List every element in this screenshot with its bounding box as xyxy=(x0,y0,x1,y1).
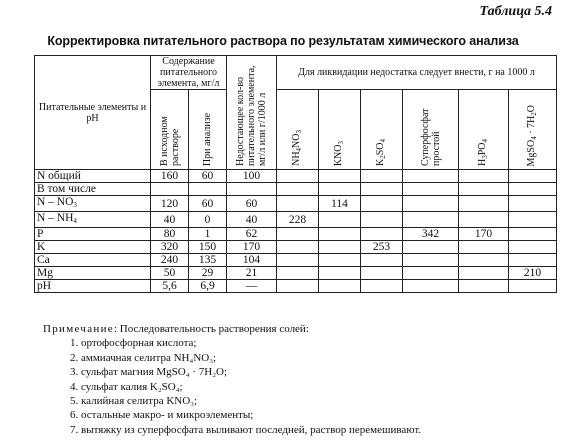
cell-deficit: 21 xyxy=(227,267,277,280)
cell-salt xyxy=(403,196,459,212)
cell-salt xyxy=(403,170,459,183)
cell-deficit: 60 xyxy=(227,196,277,212)
cell-salt xyxy=(277,196,319,212)
salt-label: $H_3PO_4$ xyxy=(476,138,489,166)
row-label: P xyxy=(35,228,151,241)
cell-initial: 80 xyxy=(151,228,189,241)
cell-salt xyxy=(509,280,557,293)
cell-salt xyxy=(509,196,557,212)
header-salt-k2so4 xyxy=(361,90,403,170)
cell-salt xyxy=(509,241,557,254)
cell-salt xyxy=(459,183,509,196)
cell-salt xyxy=(509,170,557,183)
row-label: В том числе xyxy=(35,183,151,196)
cell-salt xyxy=(509,212,557,228)
cell-analysis: 1 xyxy=(189,228,227,241)
cell-analysis: 60 xyxy=(189,196,227,212)
table-row xyxy=(35,280,557,293)
cell-salt: 342 xyxy=(403,228,459,241)
cell-salt xyxy=(509,228,557,241)
note-item: 5. калийная селитра KNO₃; xyxy=(70,395,198,408)
header-deficit: Недостающее кол-во питательного элемента, мг/л или г/1000 л xyxy=(227,56,277,170)
cell-analysis: 60 xyxy=(189,170,227,183)
row-label: Mg xyxy=(35,267,151,280)
cell-salt xyxy=(319,212,361,228)
cell-salt xyxy=(277,170,319,183)
cell-salt xyxy=(319,170,361,183)
table-row xyxy=(35,228,557,241)
note-heading: Примечание: Последовательность растворения солей: xyxy=(43,323,309,335)
cell-salt xyxy=(361,267,403,280)
table-row xyxy=(35,241,557,254)
cell-salt xyxy=(277,280,319,293)
salt-label: Суперфосфат простой xyxy=(419,108,442,166)
table-title: Корректировка питательного раствора по результатам химического анализа xyxy=(47,34,519,48)
note-item: 3. сульфат магния MgSO₄ · 7H₂O; xyxy=(70,366,228,379)
cell-salt xyxy=(361,196,403,212)
cell-initial: 240 xyxy=(151,254,189,267)
cell-salt xyxy=(277,241,319,254)
cell-deficit: 170 xyxy=(227,241,277,254)
note-item: 7. вытяжку из суперфосфата выливают последней, раствор перемешивают. xyxy=(70,423,422,436)
cell-salt xyxy=(319,228,361,241)
header-salt-mgso4 xyxy=(509,90,557,170)
cell-salt: 114 xyxy=(319,196,361,212)
header-salt-superphosphate xyxy=(403,90,459,170)
cell-salt xyxy=(361,170,403,183)
cell-salt xyxy=(361,280,403,293)
row-label: N – $NH_4$ xyxy=(35,212,151,228)
cell-salt xyxy=(361,212,403,228)
cell-salt xyxy=(403,280,459,293)
cell-deficit: — xyxy=(227,280,277,293)
note-item: 1. ортофосфорная кислота; xyxy=(70,337,197,350)
cell-deficit: 40 xyxy=(227,212,277,228)
cell-salt xyxy=(403,241,459,254)
salt-label: $NH_4NO_3$ xyxy=(290,130,303,166)
cell-salt xyxy=(459,212,509,228)
cell-salt xyxy=(319,280,361,293)
cell-deficit xyxy=(227,183,277,196)
cell-salt xyxy=(361,228,403,241)
cell-salt xyxy=(319,267,361,280)
header-initial: В исходном растворе xyxy=(151,90,189,170)
table-label: Таблица 5.4 xyxy=(479,4,552,19)
cell-deficit: 100 xyxy=(227,170,277,183)
table-row xyxy=(35,170,557,183)
row-label: K xyxy=(35,241,151,254)
cell-salt xyxy=(459,241,509,254)
cell-deficit: 62 xyxy=(227,228,277,241)
table-row xyxy=(35,196,557,212)
note-item: 2. аммиачная селитра NH₄NO₃; xyxy=(70,351,217,364)
header-analysis: При анализе xyxy=(189,90,227,170)
table-row xyxy=(35,267,557,280)
cell-salt xyxy=(459,267,509,280)
cell-salt xyxy=(459,254,509,267)
row-label: Ca xyxy=(35,254,151,267)
cell-salt xyxy=(509,183,557,196)
row-label: pH xyxy=(35,280,151,293)
cell-salt xyxy=(319,241,361,254)
cell-salt xyxy=(319,254,361,267)
header-salt-nh4no3 xyxy=(277,90,319,170)
cell-salt xyxy=(403,267,459,280)
cell-deficit: 104 xyxy=(227,254,277,267)
salt-label: $K_2SO_4$ xyxy=(374,138,387,166)
cell-analysis: 6,9 xyxy=(189,280,227,293)
cell-initial: 5,6 xyxy=(151,280,189,293)
cell-analysis: 0 xyxy=(189,212,227,228)
header-salt-kno3 xyxy=(319,90,361,170)
table-row xyxy=(35,254,557,267)
cell-initial: 320 xyxy=(151,241,189,254)
cell-salt xyxy=(361,254,403,267)
cell-salt xyxy=(403,183,459,196)
cell-salt xyxy=(459,170,509,183)
row-label: N – $NO_3$ xyxy=(35,196,151,212)
salt-label: MgSO$_4$ · $7H_2O$ xyxy=(525,104,538,166)
cell-salt xyxy=(277,228,319,241)
cell-salt xyxy=(277,254,319,267)
note-section xyxy=(43,322,421,437)
cell-salt: 228 xyxy=(277,212,319,228)
row-label: N общий xyxy=(35,170,151,183)
header-row-label: Питательные элементы и pH xyxy=(35,56,151,170)
table-body xyxy=(35,170,557,293)
cell-initial: 40 xyxy=(151,212,189,228)
cell-initial: 160 xyxy=(151,170,189,183)
table-row xyxy=(35,183,557,196)
cell-salt xyxy=(277,183,319,196)
cell-initial: 120 xyxy=(151,196,189,212)
cell-initial xyxy=(151,183,189,196)
cell-salt: 253 xyxy=(361,241,403,254)
note-item: 4. сульфат калия K₂SO₄; xyxy=(70,380,183,393)
header-fix-group: Для ликвидации недостатка следует внести, г на 1000 л xyxy=(277,56,557,90)
cell-analysis xyxy=(189,183,227,196)
header-content-group: Содержание питательного элемента, мг/л xyxy=(151,56,227,90)
cell-salt xyxy=(459,196,509,212)
salt-label: $KNO_3$ xyxy=(332,140,345,166)
header-salt-h3po4 xyxy=(459,90,509,170)
cell-salt xyxy=(361,183,403,196)
nutrient-table xyxy=(34,55,557,293)
cell-analysis: 150 xyxy=(189,241,227,254)
cell-salt: 210 xyxy=(509,267,557,280)
cell-analysis: 29 xyxy=(189,267,227,280)
table-row xyxy=(35,212,557,228)
cell-salt: 170 xyxy=(459,228,509,241)
note-item: 6. остальные макро- и микроэлементы; xyxy=(70,409,254,422)
note-list xyxy=(43,336,421,437)
cell-salt xyxy=(509,254,557,267)
cell-initial: 50 xyxy=(151,267,189,280)
cell-analysis: 135 xyxy=(189,254,227,267)
cell-salt xyxy=(319,183,361,196)
cell-salt xyxy=(277,267,319,280)
cell-salt xyxy=(459,280,509,293)
cell-salt xyxy=(403,254,459,267)
cell-salt xyxy=(403,212,459,228)
